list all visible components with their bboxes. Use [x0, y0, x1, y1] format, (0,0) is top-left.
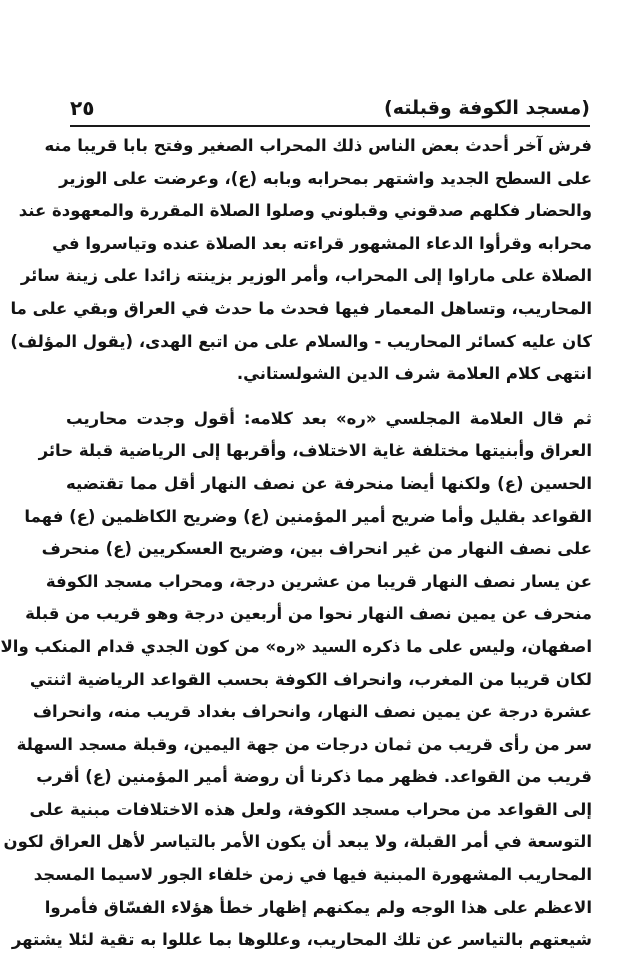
text-line: منحرف عن يمين نصف النهار نحوا من أربعين درجة وهو قريب من قبلة [25, 604, 592, 624]
text-line: والحضار فكلهم صدقوني وقبلوني وصلوا الصلاة المقررة والمعهودة عند [18, 201, 592, 221]
text-line: شيعتهم بالتياسر عن تلك المحاريب، وعللوها بما عللوا به تقية لئلا يشتهر [11, 930, 592, 950]
text-line: ثم قال العلامة المجلسي «ره» بعد كلامه: أقول وجدت محاريب [66, 408, 592, 428]
text-line: المحاريب المشهورة المبنية فيها في زمن خلفاء الجور لاسيما المسجد [33, 865, 592, 885]
running-title: (مسجد الكوفة وقبلته) [384, 97, 590, 119]
text-line: على نصف النهار من غير انحراف بين، وضريح العسكريين (ع) منحرف [41, 539, 592, 559]
text-line: إلى القواعد من محراب مسجد الكوفة، ولعل هذه الاختلافات مبنية على [29, 799, 592, 819]
text-line: الصلاة على ماراوا إلى المحراب، وأمر الوزير بزينته زائدا على زينة سائر [20, 266, 592, 286]
text-line: عن يسار نصف النهار قريبا من عشرين درجة، ومحراب مسجد الكوفة [45, 571, 592, 591]
text-line: العراق وأبنيتها مختلفة غاية الاختلاف، وأقربها إلى الرياضية قبلة حائر [38, 441, 592, 461]
body-text [0, 130, 592, 957]
text-line: انتهى كلام العلامة شرف الدين الشولستاني. [236, 364, 592, 384]
text-line: لكان قريبا من المغرب، وانحراف الكوفة بحسب القواعد الرياضية اثنتي [29, 669, 592, 689]
text-line: سر من رأى قريب من ثمان درجات من جهة اليمين، وقبلة مسجد السهلة [16, 734, 592, 754]
text-line: التوسعة في أمر القبلة، ولا يبعد أن يكون الأمر بالتياسر لأهل العراق لكون [3, 832, 592, 852]
text-line: الاعظم على هذا الوجه ولم يمكنهم إظهار خطأ هؤلاء الفسّاق فأمروا [44, 897, 592, 917]
text-line: اصفهان، وليس على ما ذكره السيد «ره» من كون الجدي قدام المنكب والا [0, 636, 592, 656]
text-line: كان عليه كسائر المحاريب - والسلام على من اتبع الهدى، (يقول المؤلف) [10, 331, 592, 351]
text-line: الحسين (ع) ولكنها أيضا منحرفة عن نصف النهار أقل مما تقتضيه [66, 473, 592, 493]
paragraph-1 [10, 130, 592, 391]
paragraph-2 [0, 403, 592, 957]
text-line: المحاريب، وتساهل المعمار فيها فحدث ما حدث في العراق وبقي على ما [10, 298, 592, 318]
text-line: محرابه وقرأوا الدعاء المشهور قراءته بعد الصلاة عنده وتياسروا في [52, 233, 592, 253]
text-line: فرش آخر أحدث بعض الناس ذلك المحراب الصغير وفتح بابا قريبا منه [44, 136, 592, 155]
running-header [70, 93, 590, 127]
text-line: قريب من القواعد. فظهر مما ذكرنا أن روضة أمير المؤمنين (ع) أقرب [36, 767, 592, 787]
text-line: القواعد بقليل وأما ضريح أمير المؤمنين (ع) وضريح الكاظمين (ع) فهما [24, 506, 592, 526]
text-line: عشرة درجة عن يمين نصف النهار، وانحراف بغداد قريب منه، وانحراف [32, 702, 592, 722]
page-number: ٢٥ [70, 96, 95, 120]
text-line: على السطح الجديد واشتهر بمحرابه وبابه (ع)، وعرضت على الوزير [59, 168, 592, 188]
